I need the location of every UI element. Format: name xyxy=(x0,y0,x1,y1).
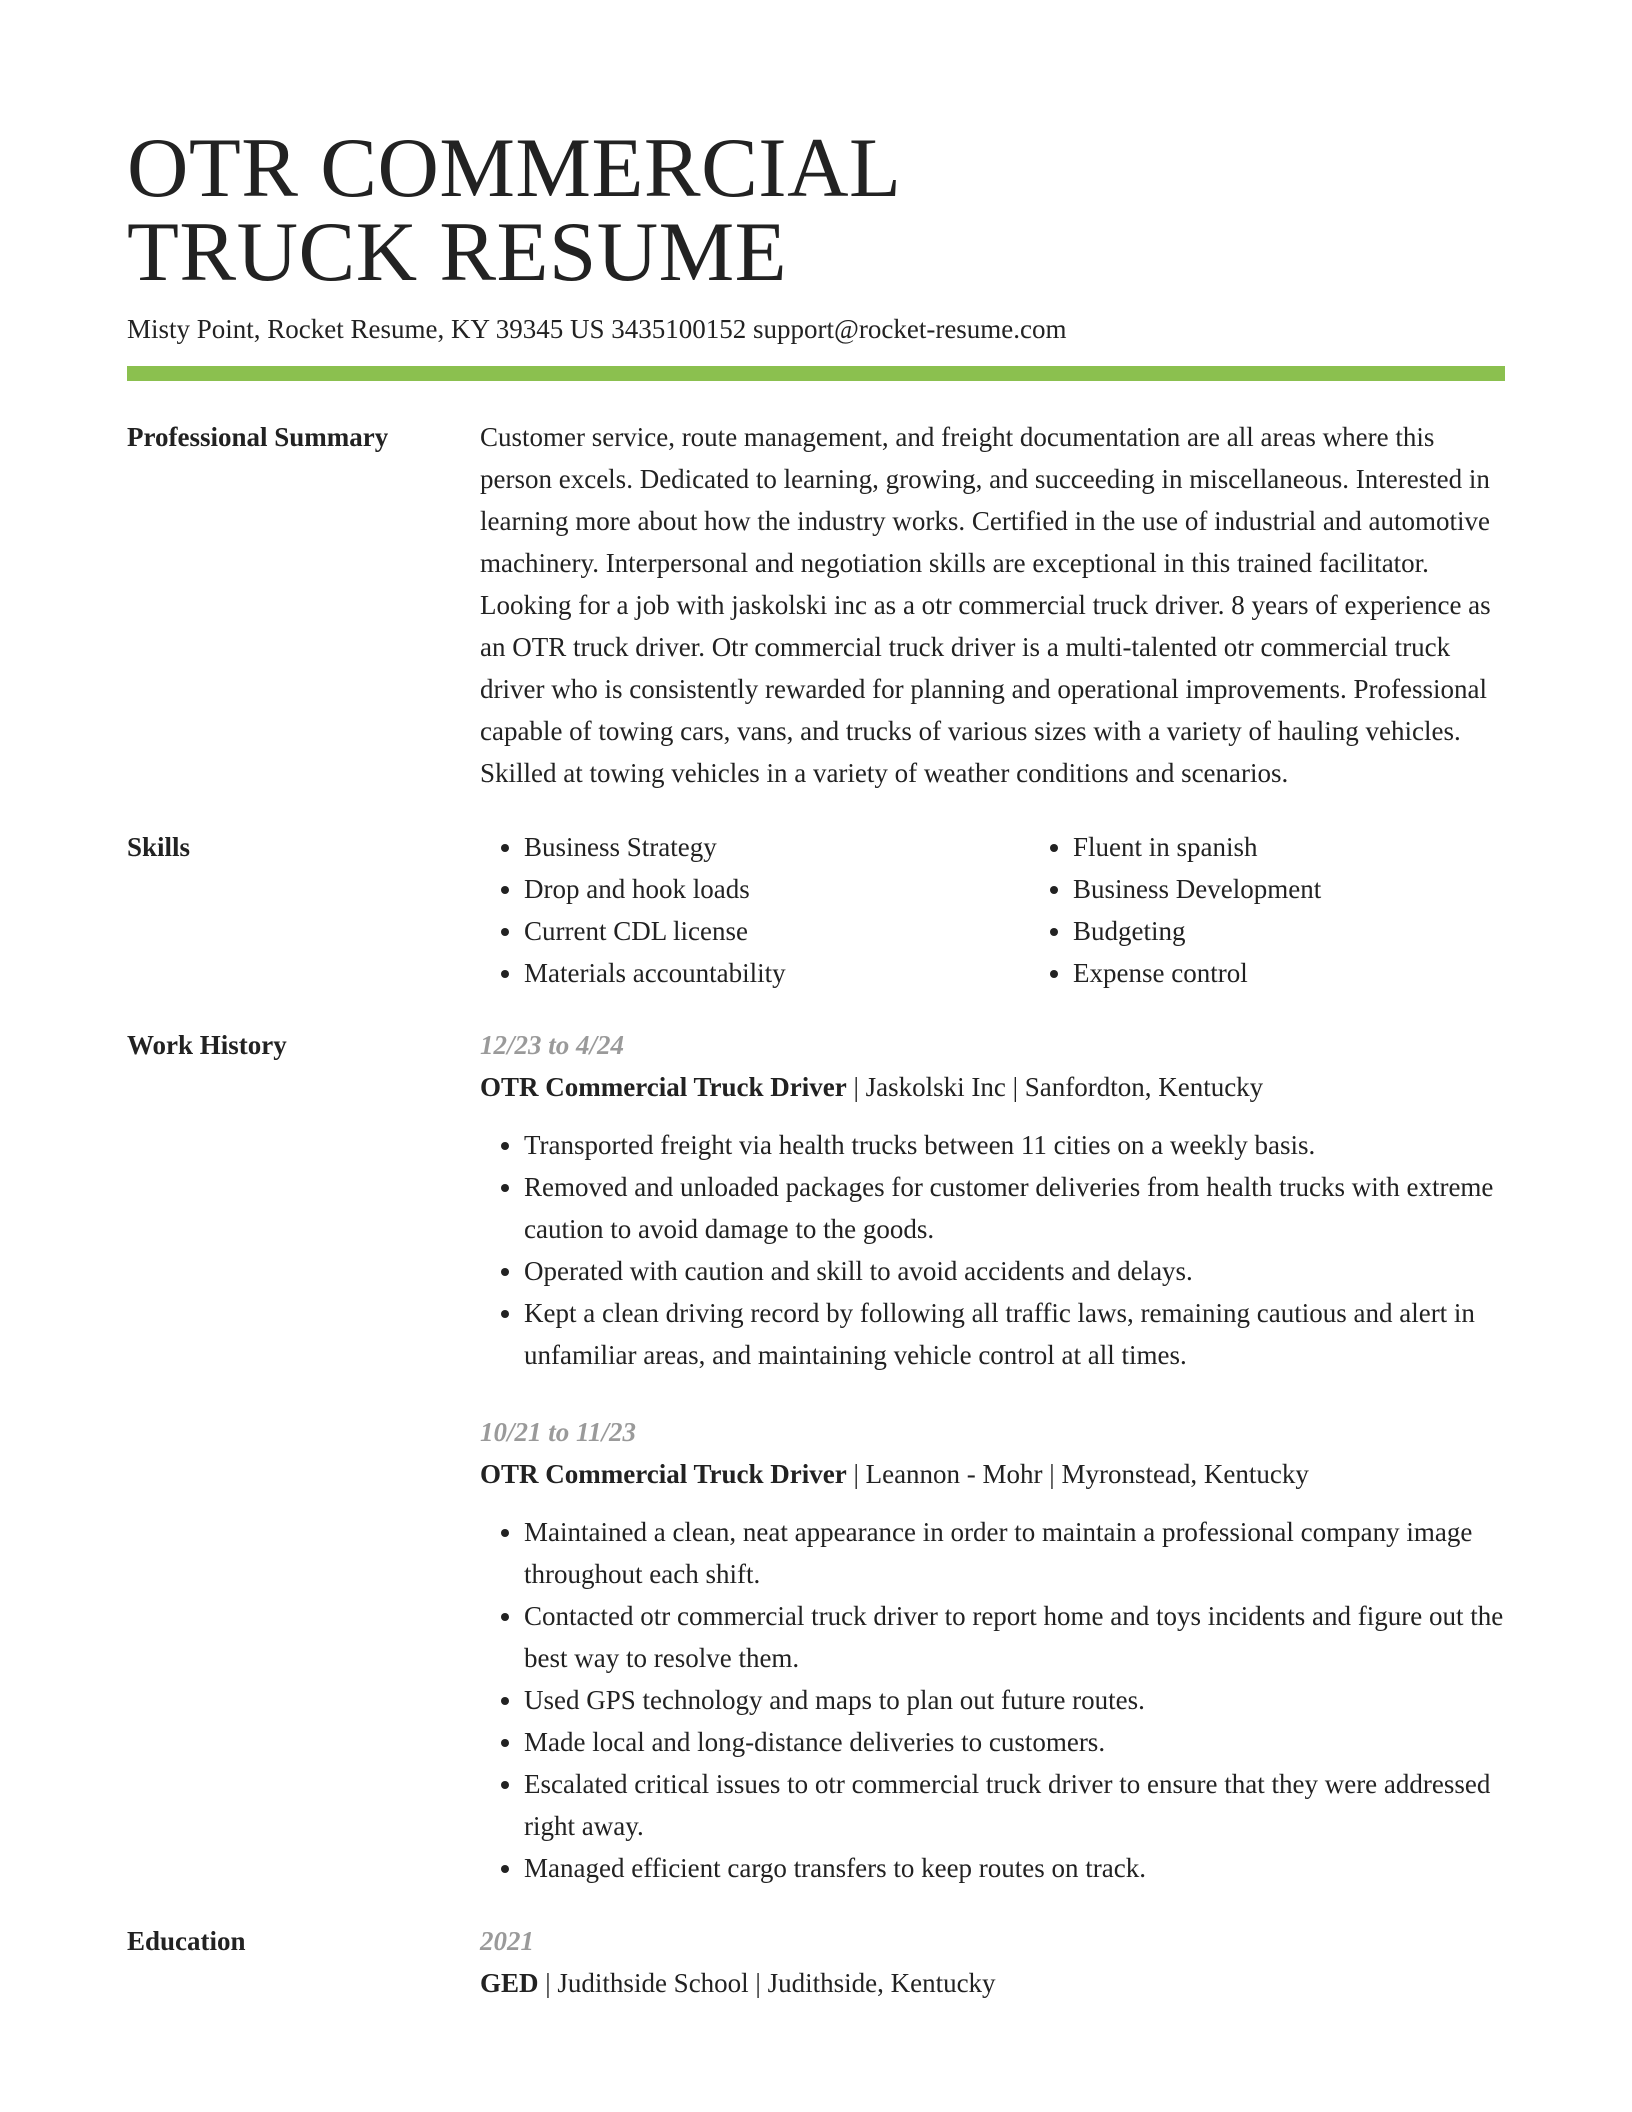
professional-summary-section xyxy=(127,416,1505,794)
job-bullet: • Made local and long-distance deliveries to customers. xyxy=(524,1721,1505,1763)
education-school-location: | Judithside School | Judithside, Kentucky xyxy=(538,1968,996,1998)
section-label-professional-summary: Professional Summary xyxy=(127,422,389,452)
skill-item: • Business Development xyxy=(1073,868,1578,910)
job-entry xyxy=(480,1411,1505,1889)
section-label-education: Education xyxy=(127,1926,246,1956)
skill-item: • Business Strategy xyxy=(524,826,1029,868)
job-bullet: • Contacted otr commercial truck driver to report home and toys incidents and figure out the best way to resolve them. xyxy=(524,1595,1505,1679)
job-bullet: • Transported freight via health trucks between 11 cities on a weekly basis. xyxy=(524,1124,1505,1166)
job-bullet: • Used GPS technology and maps to plan out future routes. xyxy=(524,1679,1505,1721)
skill-item: • Fluent in spanish xyxy=(1073,826,1578,868)
education-body xyxy=(480,1920,1505,2004)
job-bullet: • Maintained a clean, neat appearance in order to maintain a professional company image throughout each shift. xyxy=(524,1511,1505,1595)
job-bullet: • Kept a clean driving record by following all traffic laws, remaining cautious and alert in unfamiliar areas, and maintaining vehicle control at all times. xyxy=(524,1292,1505,1376)
job-bullets xyxy=(480,1124,1505,1376)
education-section xyxy=(127,1920,1505,2004)
job-entry xyxy=(480,1024,1505,1376)
job-heading xyxy=(480,1066,1505,1108)
skills-columns xyxy=(480,826,1578,994)
skill-item: • Materials accountability xyxy=(524,952,1029,994)
job-company-location: | Jaskolski Inc | Sanfordton, Kentucky xyxy=(846,1072,1264,1102)
resume-title-line1: OTR COMMERCIAL xyxy=(127,121,902,215)
job-dates: 12/23 to 4/24 xyxy=(480,1030,625,1060)
education-degree: GED xyxy=(480,1968,539,1998)
accent-divider xyxy=(127,366,1505,381)
job-dates: 10/21 to 11/23 xyxy=(480,1417,637,1447)
section-label-skills: Skills xyxy=(127,832,191,862)
professional-summary-text: Customer service, route management, and freight documentation are all areas where this person excels. Dedicated to learning, growing, and succeeding in miscellaneous. Interested in learning more about how the industry works. Certified in the use of industrial and automotive machinery. Interpersonal and negotiation skills are exceptional in this trained facilitator. Looking for a job with jaskolski inc as a otr commercial truck driver. 8 years of experience as an OTR truck driver. Otr commercial truck driver is a multi-talented otr commercial truck driver who is consistently rewarded for planning and operational improvements. Professional capable of towing cars, vans, and trucks of various sizes with a variety of hauling vehicles. Skilled at towing vehicles in a variety of weather conditions and scenarios. xyxy=(480,422,1491,788)
skills-list-right xyxy=(1029,826,1578,994)
job-title: OTR Commercial Truck Driver xyxy=(480,1072,847,1102)
resume-title xyxy=(127,0,1505,299)
education-heading xyxy=(480,1962,1505,2004)
work-history-section xyxy=(127,1024,1505,1889)
education-year: 2021 xyxy=(480,1926,534,1956)
skill-item: • Expense control xyxy=(1073,952,1578,994)
skill-item: • Budgeting xyxy=(1073,910,1578,952)
job-company-location: | Leannon - Mohr | Myronstead, Kentucky xyxy=(846,1459,1309,1489)
skill-item: • Drop and hook loads xyxy=(524,868,1029,910)
job-bullet: • Removed and unloaded packages for customer deliveries from health trucks with extreme caution to avoid damage to the goods. xyxy=(524,1166,1505,1250)
skill-item: • Current CDL license xyxy=(524,910,1029,952)
job-bullets xyxy=(480,1511,1505,1889)
contact-info: Misty Point, Rocket Resume, KY 39345 US 3435100152 support@rocket-resume.com xyxy=(127,314,1067,344)
skills-list-left xyxy=(480,826,1029,994)
work-history-body xyxy=(480,1024,1505,1889)
resume-page xyxy=(127,0,1505,2004)
job-heading xyxy=(480,1453,1505,1495)
resume-title-line2: TRUCK RESUME xyxy=(127,205,788,299)
job-bullet: • Operated with caution and skill to avoid accidents and delays. xyxy=(524,1250,1505,1292)
skills-section xyxy=(127,826,1505,994)
job-title: OTR Commercial Truck Driver xyxy=(480,1459,847,1489)
job-bullet: • Escalated critical issues to otr commercial truck driver to ensure that they were addressed right away. xyxy=(524,1763,1505,1847)
job-bullet: • Managed efficient cargo transfers to keep routes on track. xyxy=(524,1847,1505,1889)
section-label-work-history: Work History xyxy=(127,1030,287,1060)
